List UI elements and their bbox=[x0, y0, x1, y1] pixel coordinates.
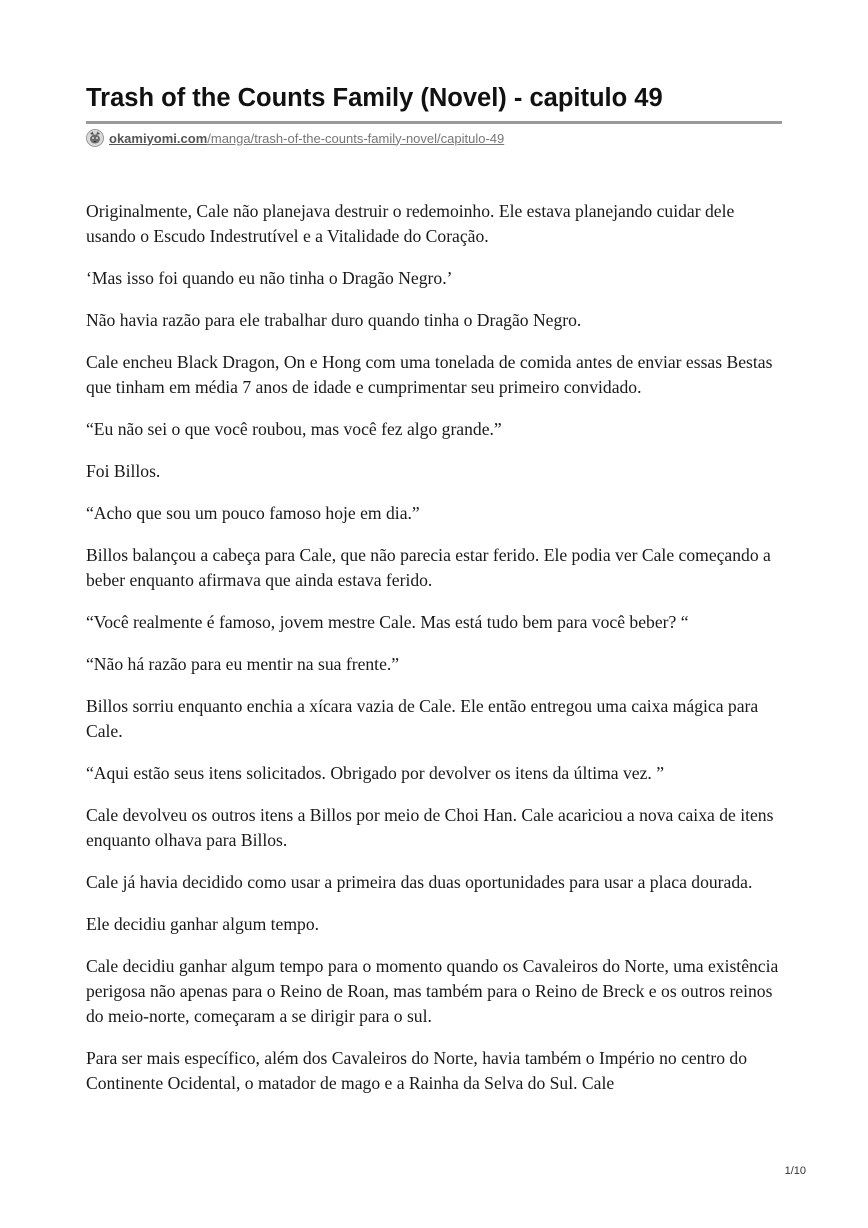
paragraph: Foi Billos. bbox=[86, 461, 161, 481]
page-title: Trash of the Counts Family (Novel) - capitulo 49 bbox=[86, 84, 663, 112]
paragraph: “Eu não sei o que você roubou, mas você fez algo grande.” bbox=[86, 419, 502, 439]
paragraph: “Não há razão para eu mentir na sua frente.” bbox=[86, 654, 400, 674]
source-domain-link[interactable]: okamiyomi.com bbox=[109, 130, 208, 146]
paragraph: Cale já havia decidido como usar a primeira das duas oportunidades para usar a placa dourada. bbox=[86, 872, 753, 892]
source-link-row bbox=[86, 128, 504, 148]
title-divider bbox=[86, 121, 782, 124]
chapter-body bbox=[86, 199, 786, 1113]
paragraph: Não havia razão para ele trabalhar duro quando tinha o Dragão Negro. bbox=[86, 310, 582, 330]
paragraph: “Aqui estão seus itens solicitados. Obrigado por devolver os itens da última vez. ” bbox=[86, 763, 665, 783]
paragraph: ‘Mas isso foi quando eu não tinha o Dragão Negro.’ bbox=[86, 268, 453, 288]
paragraph: Para ser mais específico, além dos Cavaleiros do Norte, havia também o Império no centro do Continente Ocidental, o matador de mago e a Rainha da Selva do Sul. Cale bbox=[86, 1048, 748, 1093]
paragraph: Cale devolveu os outros itens a Billos por meio de Choi Han. Cale acariciou a nova caixa de itens enquanto olhava para Billos. bbox=[86, 805, 774, 850]
paragraph: “Acho que sou um pouco famoso hoje em dia.” bbox=[86, 503, 420, 523]
paragraph: “Você realmente é famoso, jovem mestre Cale. Mas está tudo bem para você beber? “ bbox=[86, 612, 689, 632]
paragraph: Cale decidiu ganhar algum tempo para o momento quando os Cavaleiros do Norte, uma existência perigosa não apenas para o Reino de Roan, mas também para o Reino de Breck e os outros reinos do meio-norte, começaram a se dirigir para o sul. bbox=[86, 956, 779, 1026]
page-number: 1/10 bbox=[784, 1165, 806, 1177]
source-path-link[interactable]: /manga/trash-of-the-counts-family-novel/capitulo-49 bbox=[207, 130, 505, 146]
paragraph: Billos sorriu enquanto enchia a xícara vazia de Cale. Ele então entregou uma caixa mágica para Cale. bbox=[86, 696, 759, 741]
paragraph: Originalmente, Cale não planejava destruir o redemoinho. Ele estava planejando cuidar dele usando o Escudo Indestrutível e a Vitalidade do Coração. bbox=[86, 201, 735, 246]
paragraph: Cale encheu Black Dragon, On e Hong com uma tonelada de comida antes de enviar essas Bestas que tinham em média 7 anos de idade e cumprimentar seu primeiro convidado. bbox=[86, 352, 773, 397]
wolf-icon bbox=[86, 129, 104, 147]
paragraph: Ele decidiu ganhar algum tempo. bbox=[86, 914, 320, 934]
paragraph: Billos balançou a cabeça para Cale, que não parecia estar ferido. Ele podia ver Cale começando a beber enquanto afirmava que ainda estava ferido. bbox=[86, 545, 771, 590]
